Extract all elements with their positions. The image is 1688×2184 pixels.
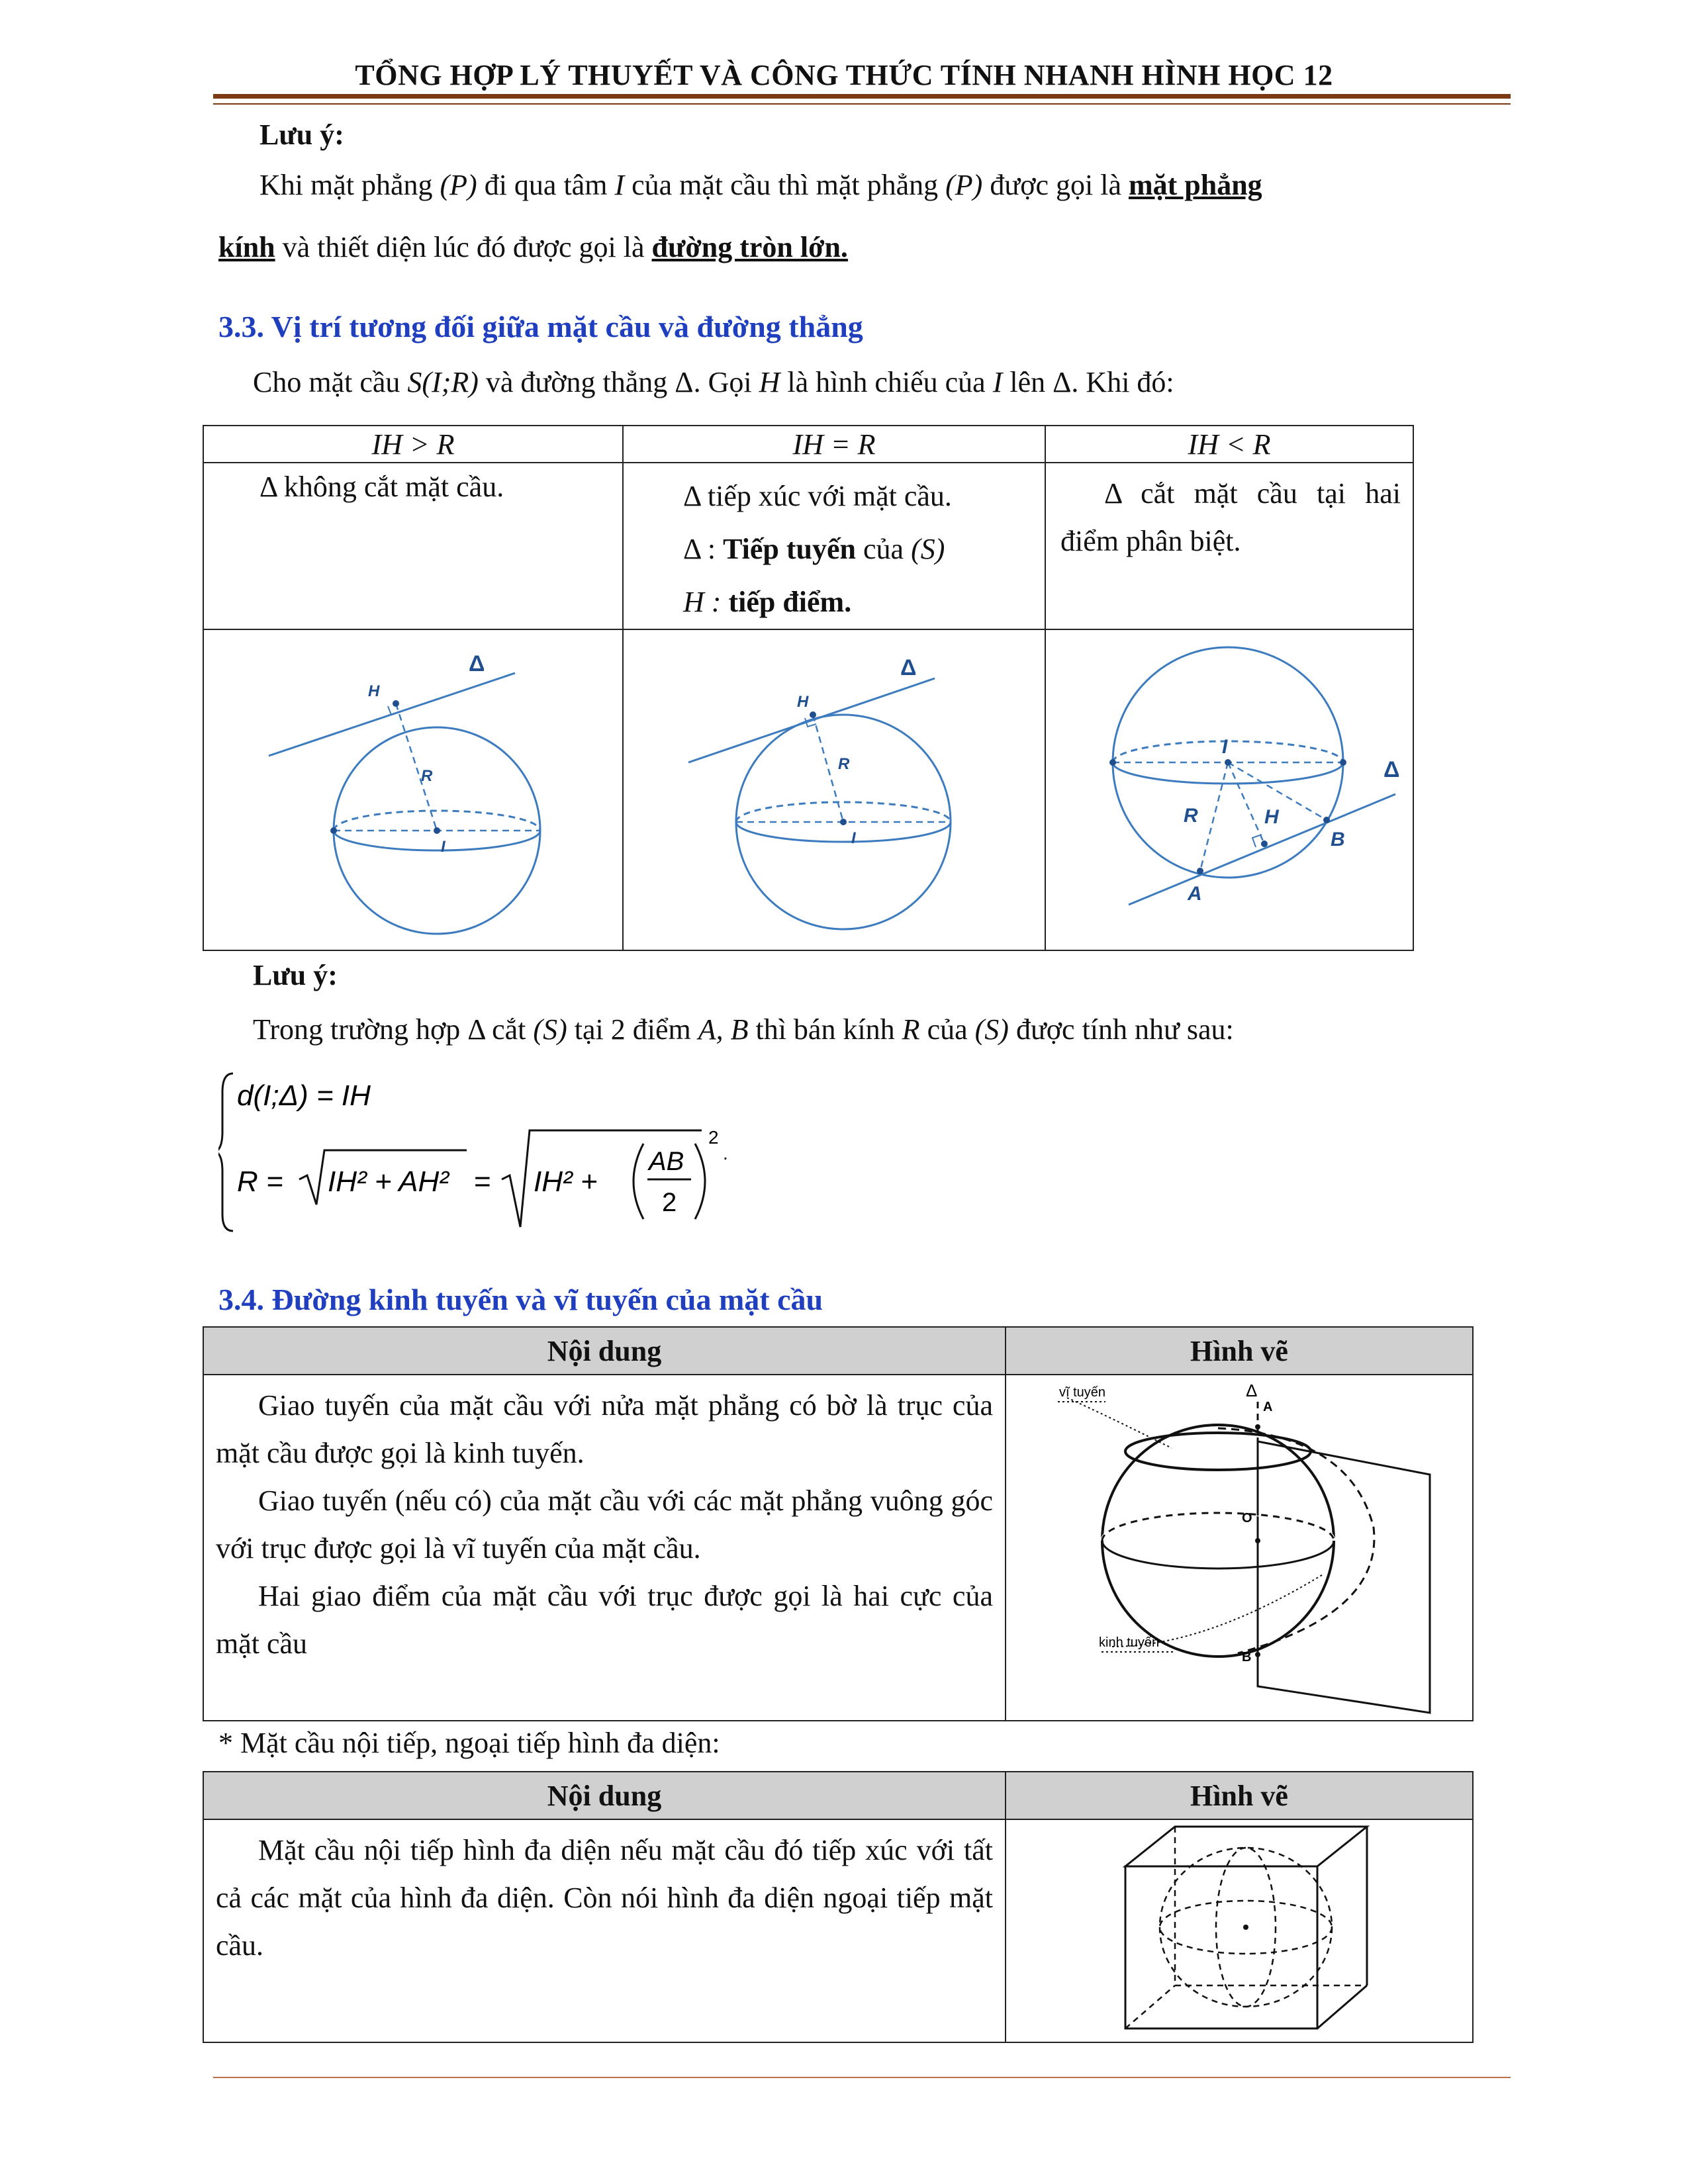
sphere-tangent-figure: [624, 630, 1045, 946]
sphere-secant-figure: [1046, 630, 1413, 946]
formula-exponent: 2: [708, 1127, 719, 1148]
meridian-table: [203, 1326, 1474, 1721]
fig-label-vi-tuyen: vĩ tuyến: [1059, 1385, 1106, 1400]
case2-line3: H : tiếp điểm.: [683, 586, 852, 618]
section33-intro: Cho mặt cầu S(I;R) và đường thẳng Δ. Gọi H là hình chiếu của I lên Δ. Khi đó:: [253, 366, 1174, 398]
case1-text: Δ không cắt mặt cầu.: [259, 471, 504, 503]
sphere-no-intersection-figure: [204, 630, 622, 946]
formula-line2-lhs: R =: [237, 1165, 283, 1198]
case1-figure-cell: [203, 629, 623, 950]
note1-label: Lưu ý:: [259, 118, 344, 151]
inscribed-figure-cell: [1006, 1819, 1473, 2042]
meridian-content-cell: [203, 1375, 1006, 1721]
fig-label-b: B: [1242, 1650, 1252, 1664]
formula-end: .: [723, 1143, 728, 1163]
inscribed-table-header-figure: Hình vẽ: [1006, 1772, 1473, 1819]
formula-line2-mid: IH² + AH²: [328, 1165, 449, 1198]
page-header-title: TỔNG HỢP LÝ THUYẾT VÀ CÔNG THỨC TÍNH NHANH HÌNH HỌC 12: [355, 59, 1333, 91]
note1-line1: Khi mặt phẳng (P) đi qua tâm I của mặt cầu thì mặt phẳng (P) được gọi là mặt phẳng: [259, 169, 1262, 201]
meridian-paragraph-3: Hai giao điểm của mặt cầu với trục được gọi là hai cực của mặt cầu: [216, 1580, 993, 1660]
relative-position-table: [203, 425, 1414, 951]
case3-line1: Δ cắt mặt cầu tại hai: [1104, 477, 1401, 510]
table-header-ih-gt-r: IH > R: [203, 426, 623, 463]
fig2-label-delta: Δ: [900, 655, 917, 680]
fig-label-o: O: [1242, 1511, 1252, 1525]
case2-figure-cell: [623, 629, 1045, 950]
case3-text-cell: [1045, 463, 1413, 629]
fig-label-axis-delta: Δ: [1246, 1381, 1258, 1400]
meridian-table-header-figure: Hình vẽ: [1006, 1327, 1473, 1375]
inscribed-sphere-cube-figure: [1006, 1820, 1471, 2038]
case2-line2: Δ : Tiếp tuyến của (S): [683, 533, 945, 565]
formula-fraction-den: 2: [662, 1188, 677, 1217]
note1-line2: kính và thiết diện lúc đó được gọi là đường tròn lớn.: [218, 231, 848, 263]
meridian-paragraph-2: Giao tuyến (nếu có) của mặt cầu với các mặt phẳng vuông góc với trục được gọi là vĩ tuyến của mặt cầu.: [216, 1484, 993, 1565]
inscribed-table-header-content: Nội dung: [203, 1772, 1006, 1819]
fig1-label-i: I: [441, 838, 445, 856]
case2-line1: Δ tiếp xúc với mặt cầu.: [683, 480, 952, 512]
inscribed-paragraph: Mặt cầu nội tiếp hình đa diện nếu mặt cầu đó tiếp xúc với tất cả các mặt của hình đa diện. Còn nói hình đa diện ngoại tiếp mặt cầu.: [216, 1834, 993, 1962]
fig2-label-h: H: [797, 693, 809, 711]
fig1-label-r: R: [421, 767, 433, 785]
section33-heading: 3.3. Vị trí tương đối giữa mặt cầu và đường thẳng: [218, 310, 863, 343]
formula-line1: d(I;Δ) = IH: [237, 1079, 371, 1112]
case1-text-cell: [203, 463, 623, 629]
header-rule-thin: [213, 103, 1511, 105]
meridian-latitude-figure: [1006, 1375, 1471, 1717]
meridian-paragraph-1: Giao tuyến của mặt cầu với nửa mặt phẳng có bờ là trục của mặt cầu được gọi là kinh tuyến.: [216, 1389, 993, 1469]
fig3-label-delta: Δ: [1383, 757, 1400, 782]
inscribed-title: * Mặt cầu nội tiếp, ngoại tiếp hình đa diện:: [218, 1727, 720, 1759]
section34-heading: 3.4. Đường kinh tuyến và vĩ tuyến của mặt cầu: [218, 1283, 823, 1316]
radius-formula: [218, 1066, 748, 1238]
table-header-ih-lt-r: IH < R: [1045, 426, 1413, 463]
formula-line2-eq: =: [474, 1165, 491, 1198]
header-rule-thick: [213, 94, 1511, 99]
fig3-label-i: I: [1222, 736, 1228, 758]
formula-line2-rhs: IH² +: [534, 1165, 598, 1198]
fig2-label-i: I: [851, 829, 856, 847]
case3-line2: điểm phân biệt.: [1060, 525, 1241, 557]
footer-rule: [213, 2077, 1511, 2078]
meridian-table-header-content: Nội dung: [203, 1327, 1006, 1375]
table-header-ih-eq-r: IH = R: [623, 426, 1045, 463]
fig-label-kinh-tuyen: kinh tuyến: [1099, 1635, 1160, 1650]
fig3-label-r: R: [1184, 805, 1198, 827]
inscribed-content-cell: [203, 1819, 1006, 2042]
fig1-label-delta: Δ: [469, 651, 485, 676]
fig1-label-h: H: [368, 682, 380, 700]
fig3-label-b: B: [1331, 829, 1345, 850]
meridian-figure-cell: [1006, 1375, 1473, 1721]
formula-fraction-num: AB: [649, 1147, 684, 1176]
fig3-label-a: A: [1188, 883, 1202, 905]
case3-figure-cell: [1045, 629, 1413, 950]
fig-label-a: A: [1263, 1400, 1273, 1414]
fig2-label-r: R: [838, 755, 850, 773]
note2-text: Trong trường hợp Δ cắt (S) tại 2 điểm A, B thì bán kính R của (S) được tính như sau:: [253, 1013, 1234, 1046]
case2-text-cell: [623, 463, 1045, 629]
fig3-label-h: H: [1264, 806, 1279, 828]
note2-label: Lưu ý:: [253, 959, 338, 991]
inscribed-table: [203, 1771, 1474, 2043]
